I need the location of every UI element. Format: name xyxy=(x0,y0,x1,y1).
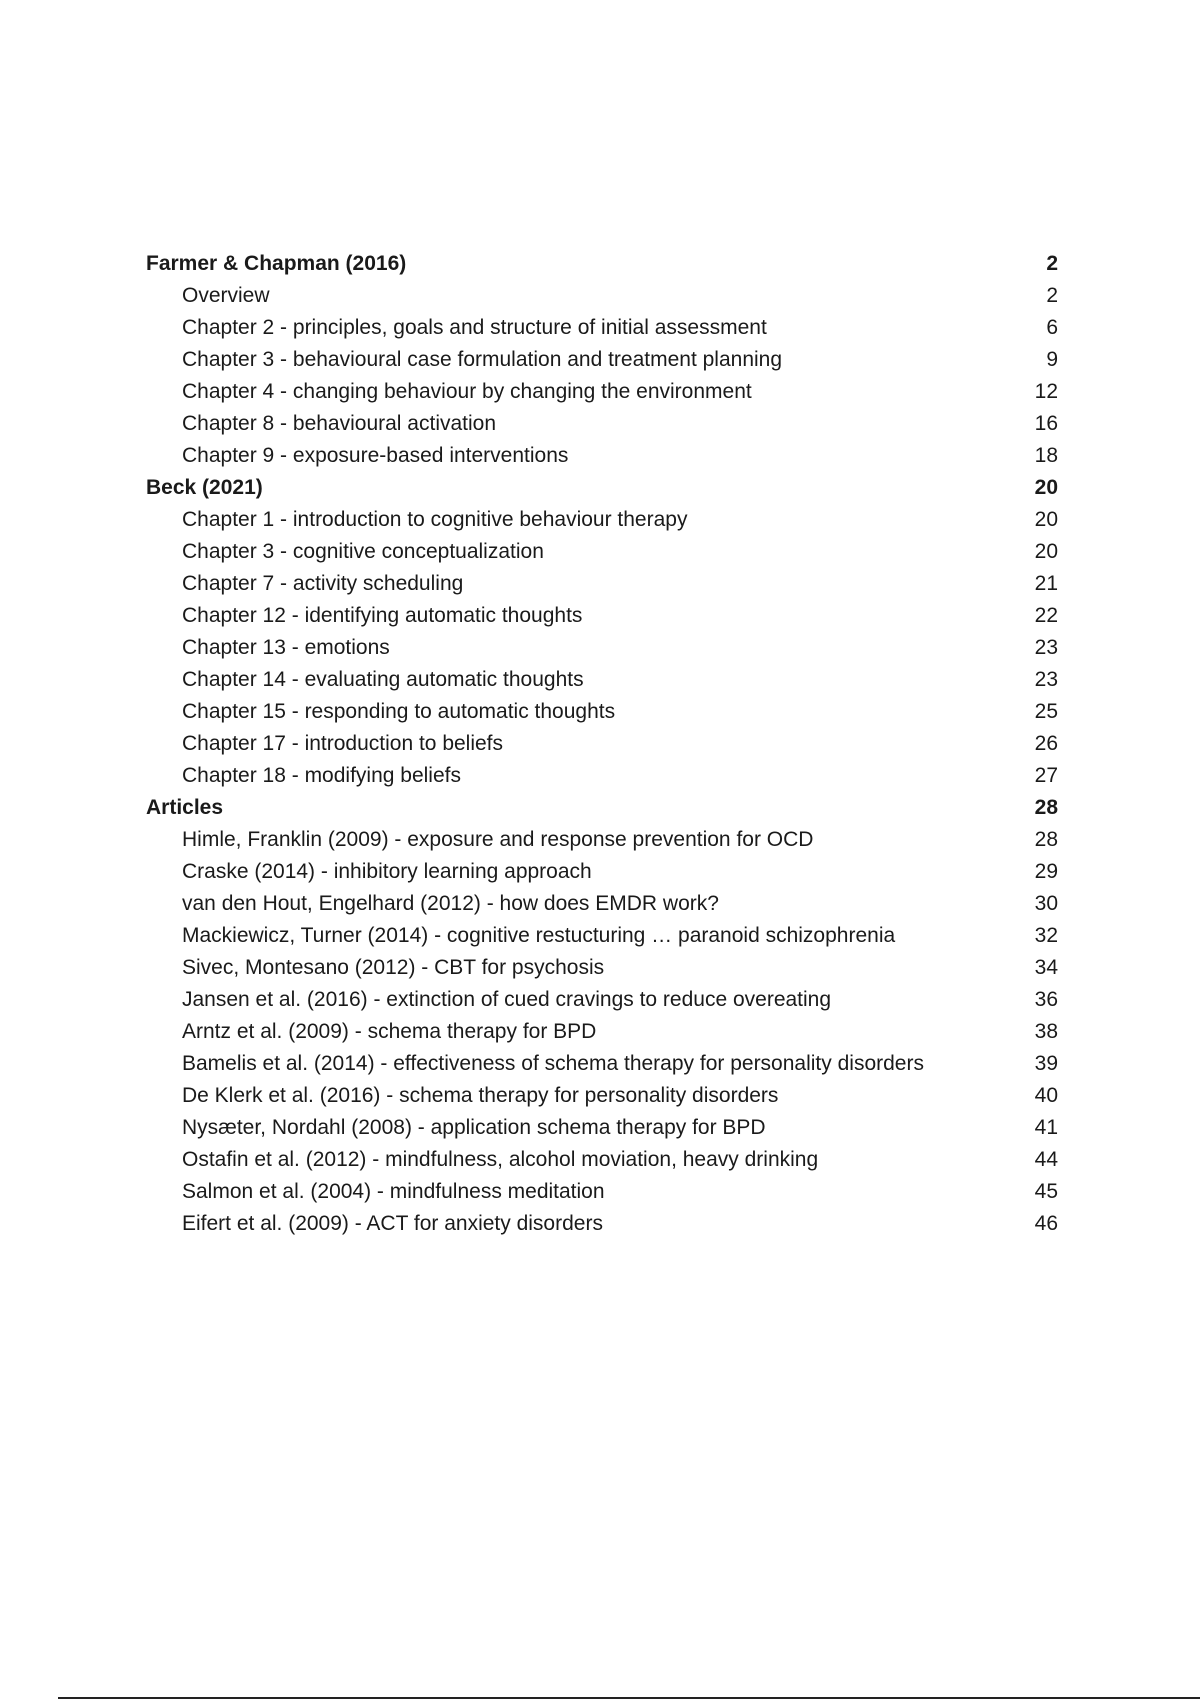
toc-entry-title: Craske (2014) - inhibitory learning approach xyxy=(182,860,592,883)
toc-entry-title: De Klerk et al. (2016) - schema therapy for personality disorders xyxy=(182,1084,779,1107)
toc-entry-title: Chapter 4 - changing behaviour by changing the environment xyxy=(182,380,752,403)
toc-entry[interactable] xyxy=(146,760,1058,792)
toc-page-number: 40 xyxy=(1034,1084,1058,1107)
toc-entry-title: Himle, Franklin (2009) - exposure and response prevention for OCD xyxy=(182,828,814,851)
toc-entry[interactable] xyxy=(146,440,1058,472)
toc-entry-title: Jansen et al. (2016) - extinction of cued cravings to reduce overeating xyxy=(182,988,832,1011)
toc-entry[interactable] xyxy=(146,600,1058,632)
toc-section-heading[interactable] xyxy=(146,792,1058,824)
toc-entry[interactable] xyxy=(146,920,1058,952)
toc-page-number: 28 xyxy=(1034,796,1058,819)
toc-entry-title: van den Hout, Engelhard (2012) - how does EMDR work? xyxy=(182,892,719,915)
toc-entry[interactable] xyxy=(146,856,1058,888)
toc-page-number: 23 xyxy=(1034,636,1058,659)
toc-entry[interactable] xyxy=(146,952,1058,984)
toc-entry-title: Nysæter, Nordahl (2008) - application schema therapy for BPD xyxy=(182,1116,766,1139)
toc-entry[interactable] xyxy=(146,568,1058,600)
toc-entry[interactable] xyxy=(146,376,1058,408)
toc-page-number: 38 xyxy=(1034,1020,1058,1043)
toc-page-number: 9 xyxy=(1046,348,1058,371)
toc-entry[interactable] xyxy=(146,344,1058,376)
toc-entry-title: Bamelis et al. (2014) - effectiveness of schema therapy for personality disorders xyxy=(182,1052,924,1075)
toc-entry-title: Chapter 15 - responding to automatic thoughts xyxy=(182,700,616,723)
toc-page-number: 39 xyxy=(1034,1052,1058,1075)
toc-entry-title: Chapter 18 - modifying beliefs xyxy=(182,764,461,787)
toc-entry[interactable] xyxy=(146,280,1058,312)
toc-entry-title: Chapter 17 - introduction to beliefs xyxy=(182,732,504,755)
toc-page-number: 20 xyxy=(1034,540,1058,563)
toc-entry-title: Chapter 14 - evaluating automatic thoughts xyxy=(182,668,584,691)
toc-entry-title: Eifert et al. (2009) - ACT for anxiety disorders xyxy=(182,1212,603,1235)
toc-entry-title: Salmon et al. (2004) - mindfulness meditation xyxy=(182,1180,605,1203)
toc-entry[interactable] xyxy=(146,1176,1058,1208)
toc-entry[interactable] xyxy=(146,1112,1058,1144)
toc-entry[interactable] xyxy=(146,1208,1058,1240)
toc-entry-title: Sivec, Montesano (2012) - CBT for psychosis xyxy=(182,956,605,979)
toc-entry[interactable] xyxy=(146,632,1058,664)
toc-entry[interactable] xyxy=(146,1016,1058,1048)
toc-section-heading[interactable] xyxy=(146,248,1058,280)
toc-entry[interactable] xyxy=(146,824,1058,856)
toc-entry-title: Chapter 7 - activity scheduling xyxy=(182,572,464,595)
toc-page-number: 45 xyxy=(1034,1180,1058,1203)
toc-page-number: 12 xyxy=(1034,380,1058,403)
toc-page-number: 26 xyxy=(1034,732,1058,755)
toc-entry[interactable] xyxy=(146,984,1058,1016)
toc-entry[interactable] xyxy=(146,728,1058,760)
toc-page-number: 46 xyxy=(1034,1212,1058,1235)
toc-entry-title: Chapter 13 - emotions xyxy=(182,636,390,659)
toc-entry-title: Mackiewicz, Turner (2014) - cognitive restucturing … paranoid schizophrenia xyxy=(182,924,896,947)
toc-page-number: 36 xyxy=(1034,988,1058,1011)
toc-section-title: Farmer & Chapman (2016) xyxy=(146,252,407,275)
toc-page-number: 2 xyxy=(1046,252,1058,275)
toc-page-number: 34 xyxy=(1034,956,1058,979)
toc-page-number: 25 xyxy=(1034,700,1058,723)
toc-page-number: 27 xyxy=(1034,764,1058,787)
toc-entry-title: Overview xyxy=(182,284,270,307)
toc-entry-title: Arntz et al. (2009) - schema therapy for BPD xyxy=(182,1020,597,1043)
toc-page-number: 30 xyxy=(1034,892,1058,915)
toc-page-number: 28 xyxy=(1034,828,1058,851)
toc-page-number: 21 xyxy=(1034,572,1058,595)
toc-entry-title: Chapter 8 - behavioural activation xyxy=(182,412,497,435)
page-bottom-divider xyxy=(58,1697,1200,1699)
toc-page-number: 18 xyxy=(1034,444,1058,467)
toc-entry[interactable] xyxy=(146,1048,1058,1080)
toc-entry-title: Ostafin et al. (2012) - mindfulness, alcohol moviation, heavy drinking xyxy=(182,1148,819,1171)
toc-page-number: 32 xyxy=(1034,924,1058,947)
toc-section-title: Articles xyxy=(146,796,224,819)
toc-entry[interactable] xyxy=(146,696,1058,728)
toc-entry[interactable] xyxy=(146,408,1058,440)
toc-page-number: 20 xyxy=(1034,508,1058,531)
toc-section-title: Beck (2021) xyxy=(146,476,263,499)
toc-entry[interactable] xyxy=(146,1080,1058,1112)
toc-entry[interactable] xyxy=(146,888,1058,920)
toc-entry-title: Chapter 9 - exposure-based interventions xyxy=(182,444,569,467)
toc-entry-title: Chapter 2 - principles, goals and structure of initial assessment xyxy=(182,316,767,339)
toc-entry[interactable] xyxy=(146,536,1058,568)
toc-entry[interactable] xyxy=(146,504,1058,536)
toc-entry-title: Chapter 3 - behavioural case formulation and treatment planning xyxy=(182,348,783,371)
toc-entry-title: Chapter 1 - introduction to cognitive behaviour therapy xyxy=(182,508,688,531)
toc-entry[interactable] xyxy=(146,1144,1058,1176)
toc-page-number: 44 xyxy=(1034,1148,1058,1171)
toc-page-number: 22 xyxy=(1034,604,1058,627)
toc-entry[interactable] xyxy=(146,312,1058,344)
toc-entry[interactable] xyxy=(146,664,1058,696)
toc-entry-title: Chapter 3 - cognitive conceptualization xyxy=(182,540,544,563)
toc-page-number: 20 xyxy=(1034,476,1058,499)
toc-page-number: 16 xyxy=(1034,412,1058,435)
toc-section-heading[interactable] xyxy=(146,472,1058,504)
table-of-contents xyxy=(146,248,1058,1240)
toc-page-number: 41 xyxy=(1034,1116,1058,1139)
toc-page-number: 23 xyxy=(1034,668,1058,691)
toc-page-number: 6 xyxy=(1046,316,1058,339)
toc-entry-title: Chapter 12 - identifying automatic thoughts xyxy=(182,604,583,627)
toc-page-number: 29 xyxy=(1034,860,1058,883)
toc-page-number: 2 xyxy=(1046,284,1058,307)
